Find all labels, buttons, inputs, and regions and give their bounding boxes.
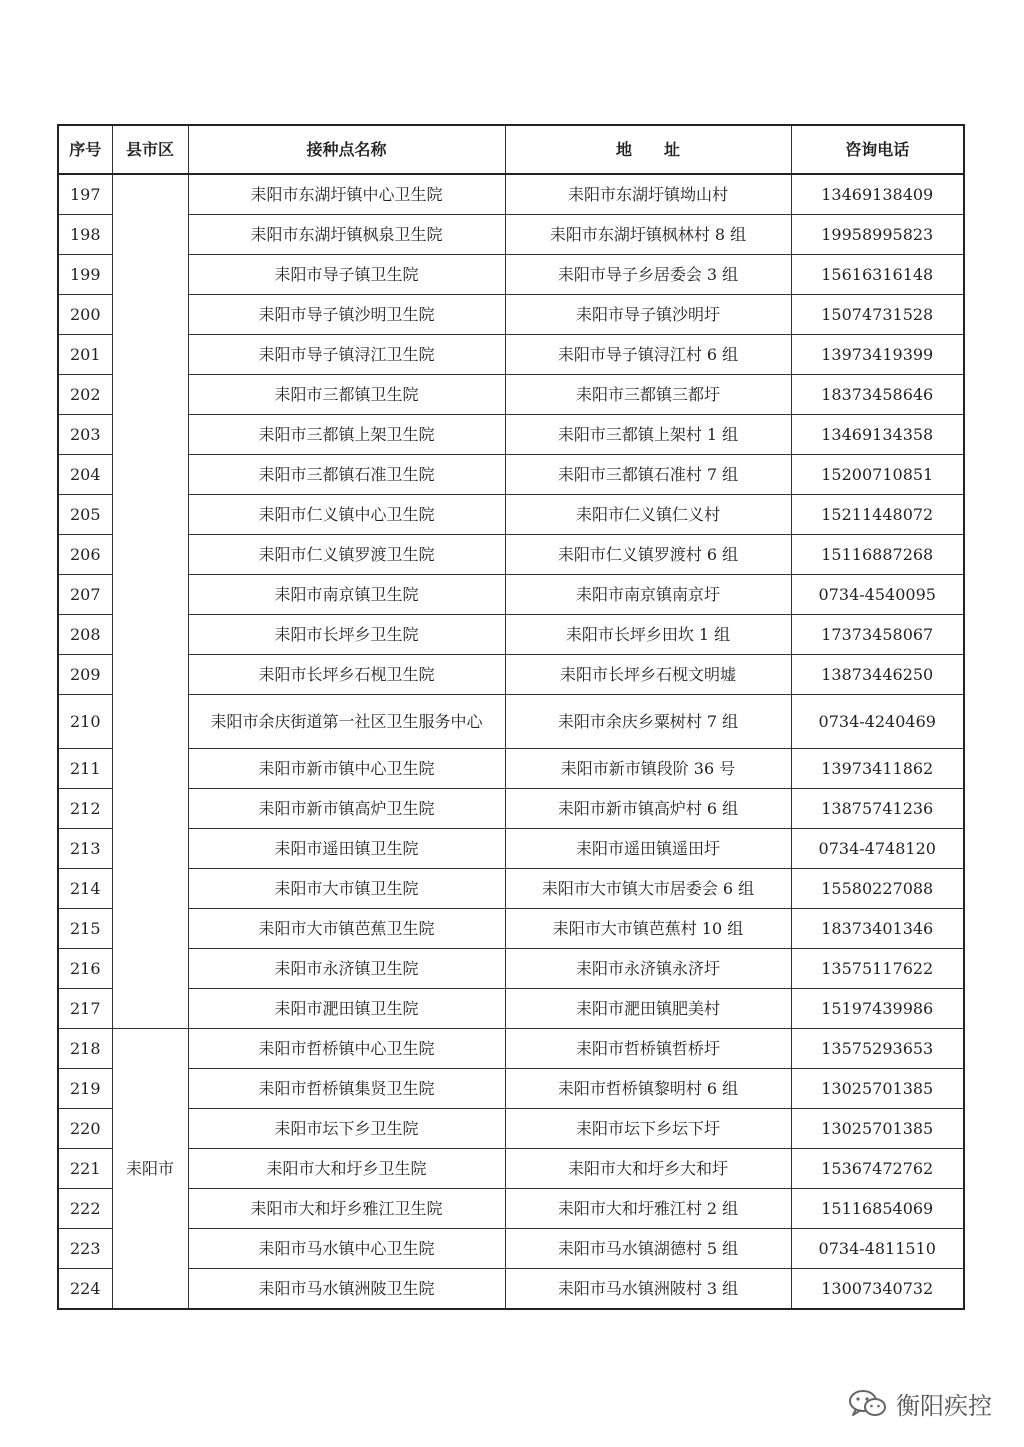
cell-no: 214 [58, 869, 112, 909]
cell-address: 耒阳市仁义镇罗渡村 6 组 [505, 535, 791, 575]
cell-site-name: 耒阳市仁义镇中心卫生院 [188, 495, 505, 535]
table-row [58, 255, 964, 295]
cell-no: 222 [58, 1189, 112, 1229]
cell-address: 耒阳市南京镇南京圩 [505, 575, 791, 615]
cell-no: 201 [58, 335, 112, 375]
cell-phone: 13025701385 [791, 1109, 964, 1149]
cell-no: 211 [58, 749, 112, 789]
cell-no: 220 [58, 1109, 112, 1149]
table-row [58, 1029, 964, 1069]
table-row [58, 215, 964, 255]
table-row [58, 909, 964, 949]
cell-phone: 15616316148 [791, 255, 964, 295]
cell-address: 耒阳市遥田镇遥田圩 [505, 829, 791, 869]
cell-no: 197 [58, 174, 112, 215]
cell-no: 221 [58, 1149, 112, 1189]
cell-address: 耒阳市余庆乡粟树村 7 组 [505, 695, 791, 749]
cell-phone: 18373401346 [791, 909, 964, 949]
cell-address: 耒阳市长坪乡田坎 1 组 [505, 615, 791, 655]
cell-county-block-1 [112, 174, 188, 1029]
cell-address: 耒阳市仁义镇仁义村 [505, 495, 791, 535]
cell-site-name: 耒阳市余庆街道第一社区卫生服务中心 [188, 695, 505, 749]
cell-no: 210 [58, 695, 112, 749]
cell-site-name: 耒阳市导子镇浔江卫生院 [188, 335, 505, 375]
cell-county: 耒阳市 [112, 1029, 188, 1310]
cell-address: 耒阳市大市镇芭蕉村 10 组 [505, 909, 791, 949]
cell-phone: 15367472762 [791, 1149, 964, 1189]
cell-no: 215 [58, 909, 112, 949]
cell-no: 209 [58, 655, 112, 695]
cell-site-name: 耒阳市三都镇上架卫生院 [188, 415, 505, 455]
cell-site-name: 耒阳市新市镇中心卫生院 [188, 749, 505, 789]
table-row [58, 335, 964, 375]
cell-site-name: 耒阳市遥田镇卫生院 [188, 829, 505, 869]
cell-phone: 13007340732 [791, 1269, 964, 1310]
table-row [58, 695, 964, 749]
table-row [58, 1149, 964, 1189]
cell-phone: 0734-4540095 [791, 575, 964, 615]
cell-site-name: 耒阳市东湖圩镇中心卫生院 [188, 174, 505, 215]
table-row [58, 575, 964, 615]
cell-phone: 13469138409 [791, 174, 964, 215]
cell-address: 耒阳市马水镇洲陂村 3 组 [505, 1269, 791, 1310]
cell-phone: 13469134358 [791, 415, 964, 455]
cell-no: 206 [58, 535, 112, 575]
cell-site-name: 耒阳市淝田镇卫生院 [188, 989, 505, 1029]
cell-no: 216 [58, 949, 112, 989]
table-row [58, 1069, 964, 1109]
cell-phone: 13873446250 [791, 655, 964, 695]
cell-no: 212 [58, 789, 112, 829]
cell-site-name: 耒阳市南京镇卫生院 [188, 575, 505, 615]
table-row [58, 749, 964, 789]
cell-no: 199 [58, 255, 112, 295]
cell-phone: 13025701385 [791, 1069, 964, 1109]
cell-no: 224 [58, 1269, 112, 1310]
table-row [58, 949, 964, 989]
cell-phone: 15116887268 [791, 535, 964, 575]
table-row [58, 989, 964, 1029]
header-name: 接种点名称 [188, 125, 505, 174]
header-county: 县市区 [112, 125, 188, 174]
cell-address: 耒阳市淝田镇肥美村 [505, 989, 791, 1029]
table-row [58, 829, 964, 869]
cell-site-name: 耒阳市大和圩乡卫生院 [188, 1149, 505, 1189]
cell-phone: 0734-4748120 [791, 829, 964, 869]
cell-no: 203 [58, 415, 112, 455]
cell-phone: 15580227088 [791, 869, 964, 909]
cell-phone: 15200710851 [791, 455, 964, 495]
cell-site-name: 耒阳市新市镇高炉卫生院 [188, 789, 505, 829]
cell-no: 205 [58, 495, 112, 535]
cell-address: 耒阳市长坪乡石枧文明墟 [505, 655, 791, 695]
cell-phone: 19958995823 [791, 215, 964, 255]
cell-no: 213 [58, 829, 112, 869]
cell-site-name: 耒阳市大市镇卫生院 [188, 869, 505, 909]
table-row [58, 869, 964, 909]
cell-site-name: 耒阳市长坪乡卫生院 [188, 615, 505, 655]
table-row [58, 295, 964, 335]
header-no: 序号 [58, 125, 112, 174]
cell-no: 204 [58, 455, 112, 495]
table-header-row [58, 125, 964, 174]
cell-phone: 18373458646 [791, 375, 964, 415]
wechat-icon [848, 1388, 888, 1420]
cell-address: 耒阳市新市镇高炉村 6 组 [505, 789, 791, 829]
cell-site-name: 耒阳市马水镇洲陂卫生院 [188, 1269, 505, 1310]
cell-no: 198 [58, 215, 112, 255]
cell-phone: 15074731528 [791, 295, 964, 335]
cell-no: 208 [58, 615, 112, 655]
cell-address: 耒阳市大和圩乡大和圩 [505, 1149, 791, 1189]
table-row [58, 1269, 964, 1310]
cell-phone: 15197439986 [791, 989, 964, 1029]
cell-address: 耒阳市哲桥镇黎明村 6 组 [505, 1069, 791, 1109]
watermark [848, 1386, 992, 1421]
cell-address: 耒阳市新市镇段阶 36 号 [505, 749, 791, 789]
cell-address: 耒阳市三都镇三都圩 [505, 375, 791, 415]
cell-address: 耒阳市大和圩雅江村 2 组 [505, 1189, 791, 1229]
cell-no: 223 [58, 1229, 112, 1269]
cell-address: 耒阳市大市镇大市居委会 6 组 [505, 869, 791, 909]
vaccination-sites-table [57, 124, 965, 1310]
cell-address: 耒阳市导子镇浔江村 6 组 [505, 335, 791, 375]
cell-site-name: 耒阳市马水镇中心卫生院 [188, 1229, 505, 1269]
table-row [58, 1229, 964, 1269]
cell-no: 219 [58, 1069, 112, 1109]
table-body [58, 174, 964, 1309]
cell-phone: 15211448072 [791, 495, 964, 535]
table-row [58, 375, 964, 415]
cell-site-name: 耒阳市坛下乡卫生院 [188, 1109, 505, 1149]
cell-phone: 13973411862 [791, 749, 964, 789]
cell-phone: 17373458067 [791, 615, 964, 655]
table-row [58, 415, 964, 455]
cell-site-name: 耒阳市仁义镇罗渡卫生院 [188, 535, 505, 575]
cell-address: 耒阳市三都镇上架村 1 组 [505, 415, 791, 455]
table-row [58, 655, 964, 695]
cell-no: 217 [58, 989, 112, 1029]
cell-site-name: 耒阳市导子镇沙明卫生院 [188, 295, 505, 335]
cell-no: 207 [58, 575, 112, 615]
cell-address: 耒阳市坛下乡坛下圩 [505, 1109, 791, 1149]
cell-address: 耒阳市哲桥镇哲桥圩 [505, 1029, 791, 1069]
cell-site-name: 耒阳市哲桥镇集贤卫生院 [188, 1069, 505, 1109]
table-row [58, 1189, 964, 1229]
table-row [58, 789, 964, 829]
cell-address: 耒阳市永济镇永济圩 [505, 949, 791, 989]
cell-address: 耒阳市东湖圩镇枫林村 8 组 [505, 215, 791, 255]
cell-site-name: 耒阳市大市镇芭蕉卫生院 [188, 909, 505, 949]
header-address: 地 址 [505, 125, 791, 174]
watermark-text: 衡阳疾控 [896, 1392, 992, 1420]
cell-phone: 0734-4811510 [791, 1229, 964, 1269]
cell-address: 耒阳市导子镇沙明圩 [505, 295, 791, 335]
cell-no: 218 [58, 1029, 112, 1069]
cell-site-name: 耒阳市三都镇卫生院 [188, 375, 505, 415]
cell-address: 耒阳市导子乡居委会 3 组 [505, 255, 791, 295]
vaccination-sites-table-container [57, 124, 965, 1310]
cell-phone: 13575293653 [791, 1029, 964, 1069]
table-row [58, 615, 964, 655]
cell-phone: 13575117622 [791, 949, 964, 989]
table-row [58, 174, 964, 215]
cell-phone: 13973419399 [791, 335, 964, 375]
cell-phone: 13875741236 [791, 789, 964, 829]
cell-address: 耒阳市三都镇石准村 7 组 [505, 455, 791, 495]
header-phone: 咨询电话 [791, 125, 964, 174]
cell-site-name: 耒阳市长坪乡石枧卫生院 [188, 655, 505, 695]
cell-site-name: 耒阳市大和圩乡雅江卫生院 [188, 1189, 505, 1229]
cell-site-name: 耒阳市哲桥镇中心卫生院 [188, 1029, 505, 1069]
table-row [58, 535, 964, 575]
table-row [58, 1109, 964, 1149]
cell-address: 耒阳市东湖圩镇坳山村 [505, 174, 791, 215]
cell-site-name: 耒阳市三都镇石准卫生院 [188, 455, 505, 495]
cell-address: 耒阳市马水镇湖德村 5 组 [505, 1229, 791, 1269]
cell-phone: 15116854069 [791, 1189, 964, 1229]
cell-site-name: 耒阳市东湖圩镇枫泉卫生院 [188, 215, 505, 255]
cell-no: 200 [58, 295, 112, 335]
cell-site-name: 耒阳市导子镇卫生院 [188, 255, 505, 295]
cell-no: 202 [58, 375, 112, 415]
table-row [58, 455, 964, 495]
cell-site-name: 耒阳市永济镇卫生院 [188, 949, 505, 989]
table-row [58, 495, 964, 535]
cell-phone: 0734-4240469 [791, 695, 964, 749]
